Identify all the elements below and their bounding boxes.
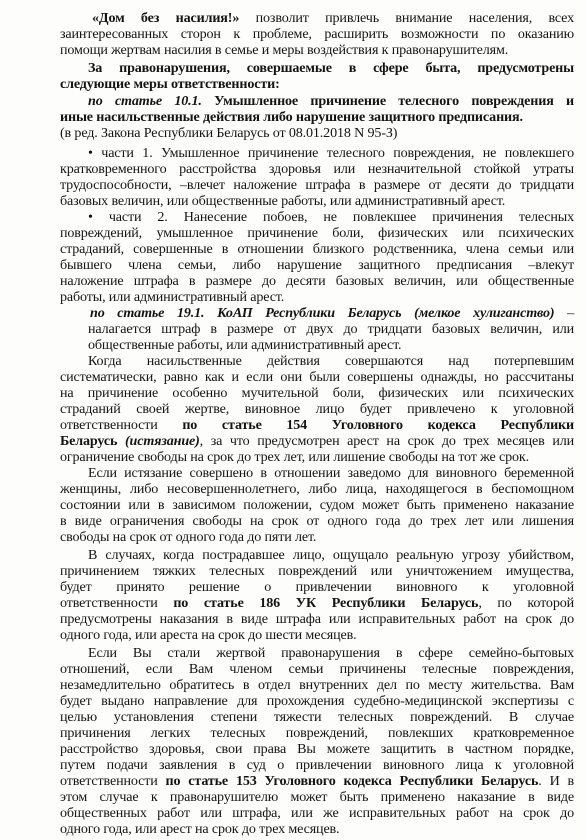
text-line — [60, 677, 574, 693]
text-run: женщины, либо несовершеннолетнего, либо лица, находящегося в беспомощном — [60, 481, 574, 497]
text-line — [60, 563, 574, 579]
text-run: по статье 186 УК Республики Беларусь — [173, 595, 479, 611]
text-run: этом случае к правонарушителю может быть применено наказание в виде — [60, 789, 574, 805]
text-run: расстройство здоровья, свои права Вы можете защитить в частном порядке, — [60, 741, 574, 757]
text-line — [60, 417, 574, 433]
text-run: (в ред. Закона Республики Беларусь от 08.01.2018 N 95-З) — [60, 125, 398, 141]
text-run: (истязание) — [117, 433, 200, 449]
text-run: налагается штраф в размере от двух до тридцати базовых величин, или — [88, 321, 574, 337]
text-line — [60, 385, 574, 401]
text-run: За правонарушения, совершаемые в сфере быта, предусмотрены — [88, 60, 574, 76]
text-line — [60, 193, 574, 209]
text-run: состоянии или в зависимом положении, судом может быть применено наказание — [60, 497, 574, 513]
text-run: одного года, или ареста на срок до шести месяцев. — [60, 627, 357, 643]
text-run: целью установления степени тяжести телесных повреждений. В случае — [60, 709, 574, 725]
text-run: ответственности — [60, 773, 166, 789]
text-line — [60, 449, 574, 465]
text-line — [60, 611, 574, 627]
text-run: «Дом без насилия!» — [92, 10, 240, 26]
text-run: позволит привлечь внимание населения, всех — [239, 10, 574, 26]
text-run: заинтересованных сторон к проблеме, расширить возможности по оказанию — [60, 26, 574, 42]
text-line — [88, 321, 574, 337]
text-run: по статье 19.1. КоАП Республики Беларусь (мелкое хулиганство) — [90, 305, 555, 321]
text-line — [88, 145, 574, 161]
text-line — [60, 241, 574, 257]
text-line — [60, 225, 574, 241]
text-line — [88, 547, 574, 563]
text-line — [88, 209, 574, 225]
text-line — [60, 757, 574, 773]
text-line — [60, 161, 574, 177]
text-line — [60, 433, 574, 449]
text-run: систематически, равно как и если они были совершены однажды, но рассчитаны — [60, 369, 574, 385]
text-run: незамедлительно обратитесь в отдел внутренних дел по месту жительства. Вам — [60, 677, 574, 693]
text-line — [60, 273, 574, 289]
text-run: причинением тяжких телесных повреждений или уничтожением имущества, — [60, 563, 574, 579]
text-run: работы, или административный арест. — [60, 289, 285, 305]
text-run: базовых величин, или общественные работы, или административный арест. — [60, 193, 506, 209]
text-line — [60, 579, 574, 595]
text-run: помощи жертвам насилия в семье и меры воздействия к правонарушителям. — [60, 42, 509, 58]
text-run: . И в — [538, 773, 574, 789]
text-line — [60, 177, 574, 193]
text-line — [88, 645, 574, 661]
text-run: Если Вы стали жертвой правонарушения в сфере семейно-бытовых — [88, 645, 574, 661]
text-run: в виде ограничения свободы на срок от одного года до трех лет или лишения — [60, 513, 574, 529]
text-run: по статье 153 Уголовного кодекса Республики Беларусь — [165, 773, 539, 789]
text-line — [60, 257, 574, 273]
text-line — [88, 60, 574, 76]
text-run: , по которой — [478, 595, 575, 611]
text-run: предусмотрены наказания в виде штрафа или исправительных работ на срок до — [60, 611, 574, 627]
text-run: Беларусь — [60, 433, 118, 449]
text-line — [60, 709, 574, 725]
text-run: общественных работ или штрафа, или же исправительных работ на срок до — [60, 805, 574, 821]
text-run: одного года, или арест на срок до трех месяцев. — [60, 821, 340, 837]
text-run: кратковременного расстройства здоровья или незначительной стойкой утраты — [60, 161, 574, 177]
text-run: страданий, совершенные в отношении близкого родственника, члена семьи или — [60, 241, 574, 257]
text-run: свободы на срок от одного года до пяти лет. — [60, 529, 317, 545]
text-line — [60, 805, 574, 821]
text-run: ответственности — [60, 417, 183, 433]
text-line — [60, 773, 574, 789]
text-line — [60, 595, 574, 611]
text-run: иные насильственные действия либо нарушение защитного предписания. — [60, 109, 523, 125]
text-line — [60, 289, 574, 305]
text-run: бывшего члена семьи, либо нарушение защитного предписания –влекут — [60, 257, 574, 273]
text-run: , за что предусмотрен арест на срок до трех месяцев или — [199, 433, 575, 449]
text-run: будет принято решение о привлечении виновного к уголовной — [60, 579, 574, 595]
text-line — [60, 76, 574, 92]
text-line — [60, 789, 574, 805]
text-line — [88, 93, 574, 109]
text-run: отношений, если Вам членом семьи причинены телесные повреждения, — [60, 661, 574, 677]
text-line — [92, 10, 574, 26]
text-line — [60, 109, 574, 125]
text-run: Когда насильственные действия совершаются над потерпевшим — [88, 353, 574, 369]
text-run: путем подачи заявления в суд о привлечении виновного лица к уголовной — [60, 757, 574, 773]
text-line — [60, 627, 574, 643]
text-line — [60, 725, 574, 741]
text-run: на причинение особенно мучительной боли, физических или психических — [60, 385, 574, 401]
text-run: трудоспособности, –влечет наложение штрафа в размере от десяти до тридцати — [60, 177, 574, 193]
text-line — [60, 125, 574, 141]
text-line — [88, 465, 574, 481]
text-line — [60, 513, 574, 529]
text-line — [88, 353, 574, 369]
text-run: наложение штрафа в размере до десяти базовых величин, или общественные — [60, 273, 574, 289]
text-run: ответственности — [60, 595, 174, 611]
text-line — [60, 481, 574, 497]
text-run: общественные работы, или административный арест. — [88, 337, 402, 353]
text-line — [60, 821, 574, 837]
text-line — [60, 26, 574, 42]
text-run: Умышленное причинение телесного повреждения и — [201, 93, 575, 109]
text-line — [60, 42, 574, 58]
text-run: страданий своей жертве, виновное лицо будет привлечено к уголовной — [60, 401, 574, 417]
text-run: будет выдано направление для прохождения судебно-медицинской экспертизы с — [60, 693, 574, 709]
text-line — [60, 369, 574, 385]
text-line — [90, 305, 574, 321]
text-run: по статье 10.1. — [88, 93, 202, 109]
text-run: следующие меры ответственности: — [60, 76, 280, 92]
text-run: повреждений, умышленное причинение боли, физических или психических — [60, 225, 574, 241]
text-run: В случаях, когда пострадавшее лицо, ощущало реальную угрозу убийством, — [88, 547, 574, 563]
text-run: • части 1. Умышленное причинение телесного повреждения, не повлекшего — [88, 145, 574, 161]
text-run: – — [554, 305, 574, 321]
text-line — [60, 401, 574, 417]
text-line — [60, 661, 574, 677]
text-line — [60, 693, 574, 709]
text-run: причинения легких телесных повреждений, повлекших кратковременное — [60, 725, 574, 741]
text-run: • части 2. Нанесение побоев, не повлекшее причинения телесных — [88, 209, 574, 225]
text-run: ограничение свободы на срок до трех лет, или лишение свободы на тот же срок. — [60, 449, 530, 465]
text-run: по статье 154 Уголовного кодекса Республики — [182, 417, 575, 433]
text-run: Если истязание совершено в отношении заведомо для виновного беременной — [88, 465, 574, 481]
text-line — [60, 497, 574, 513]
text-line — [88, 337, 574, 353]
text-line — [60, 529, 574, 545]
text-line — [60, 741, 574, 757]
